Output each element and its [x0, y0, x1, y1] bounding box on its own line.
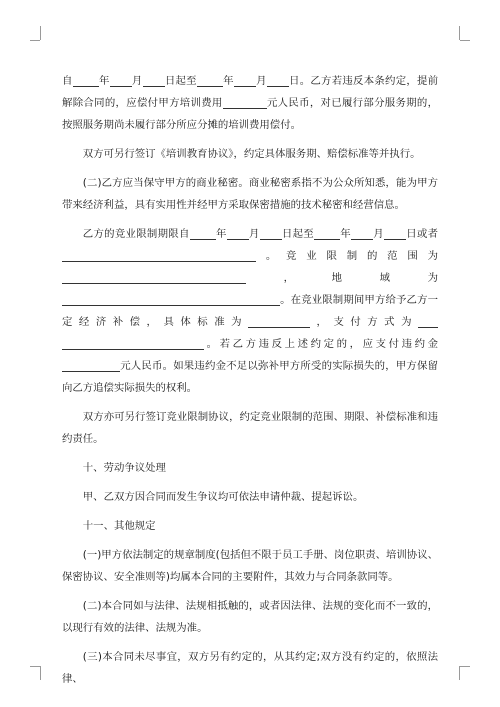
- paragraph-p5: [62, 406, 438, 450]
- paragraph-text: 元人民币。如果违约金不足以弥补甲方所受的实际损失的，甲方保留向乙方追偿实际损失的权利。: [62, 360, 438, 394]
- fill-in-blank: [351, 225, 373, 240]
- fill-in-blank: [62, 291, 280, 306]
- fill-in-blank: [314, 225, 340, 240]
- fill-in-blank: [143, 72, 165, 87]
- paragraph-text: 十、劳动争议处理: [82, 462, 166, 474]
- paragraph-p2: [62, 143, 438, 165]
- fill-in-blank: [84, 247, 256, 262]
- fill-in-blank: [62, 269, 180, 284]
- paragraph-p10: [62, 595, 438, 639]
- paragraph-text: 日。乙方若违反本条约定，提前解除合同的，应偿付甲方培训费用: [62, 75, 439, 109]
- paragraph-text: 双方亦可另行签订竞业限制协议，约定竞业限制的范围、期限、补偿标准和违约责任。: [62, 411, 438, 445]
- paragraph-text: 月: [248, 228, 260, 240]
- fill-in-blank: [110, 72, 132, 87]
- paragraph-text: 年: [98, 75, 110, 87]
- paragraph-text: 双方可另行签订《培训教育协议》，约定具体服务期、赔偿标准等并执行。: [82, 148, 421, 160]
- paragraph-text: 年: [215, 228, 227, 240]
- paragraph-text: 月: [372, 228, 384, 240]
- paragraph-text: 月: [255, 75, 267, 87]
- paragraph-text: (二)乙方应当保守甲方的商业秘密。商业秘密系指不为公众所知悉，能为甲方带来经济利益，具有实用性并经甲方采取保密措施的技术秘密和经营信息。: [62, 177, 438, 211]
- paragraph-text: 十一、其他规定: [82, 520, 156, 532]
- fill-in-blank: [62, 247, 84, 262]
- fill-in-blank: [260, 225, 282, 240]
- paragraph-text: (二)本合同如与法律、法规相抵触的，或者因法律、法规的变化而不一致的，以现行有效的法律、法规为准。: [62, 600, 438, 634]
- fill-in-blank: [197, 72, 223, 87]
- paragraph-p7: [62, 486, 438, 508]
- fill-in-blank: [73, 72, 99, 87]
- paragraph-text: 乙方的竞业限制期限自: [82, 228, 190, 240]
- paragraph-p4: [62, 223, 438, 399]
- fill-in-blank: [62, 357, 120, 372]
- fill-in-blank: [180, 269, 246, 284]
- paragraph-text: (三)本合同未尽事宜，双方另有约定的，从其约定;双方没有约定的，依照法律、: [62, 651, 438, 685]
- paragraph-text: ，支付方式为: [310, 316, 418, 328]
- paragraph-p3: [62, 172, 438, 216]
- paragraph-p11: [62, 646, 438, 690]
- paragraph-text: 。竞业限制的范围为: [256, 250, 438, 262]
- fill-in-blank: [62, 335, 204, 350]
- fill-in-blank: [190, 225, 216, 240]
- paragraph-text: 月: [131, 75, 143, 87]
- paragraph-text: 年: [340, 228, 351, 240]
- paragraph-text: 日起至: [281, 228, 314, 240]
- document-body: [62, 70, 438, 697]
- fill-in-blank: [248, 313, 310, 328]
- paragraph-text: 。在竞业限制期间甲方给予乙方一定经济补偿，具体标准为: [62, 294, 438, 328]
- paragraph-text: 日或者: [405, 228, 439, 240]
- fill-in-blank: [223, 94, 267, 109]
- paragraph-text: 元人民币，对已履行部分服务期的，按照服务期尚未履行部分所应分摊的培训费用偿付。: [62, 97, 439, 131]
- paragraph-p8: [62, 515, 438, 537]
- paragraph-text: 日起至: [164, 75, 197, 87]
- fill-in-blank: [234, 72, 256, 87]
- paragraph-p9: [62, 544, 438, 588]
- paragraph-text: 自: [62, 75, 73, 87]
- fill-in-blank: [227, 225, 249, 240]
- fill-in-blank: [267, 72, 289, 87]
- paragraph-p1: [62, 70, 438, 136]
- paragraph-text: 年: [222, 75, 234, 87]
- fill-in-blank: [384, 225, 406, 240]
- paragraph-text: 。若乙方违反上述约定的，应支付违约金: [204, 338, 438, 350]
- paragraph-text: 甲、乙双方因合同而发生争议均可依法申请仲裁、提起诉讼。: [82, 491, 364, 503]
- fill-in-blank: [418, 313, 438, 328]
- paragraph-p6: [62, 457, 438, 479]
- paragraph-text: ，地域为: [246, 272, 438, 284]
- paragraph-text: (一)甲方依法制定的规章制度(包括但不限于员工手册、岗位职责、培训协议、保密协议、安全准则等)均属本合同的主要附件，其效力与合同条款同等。: [62, 549, 438, 583]
